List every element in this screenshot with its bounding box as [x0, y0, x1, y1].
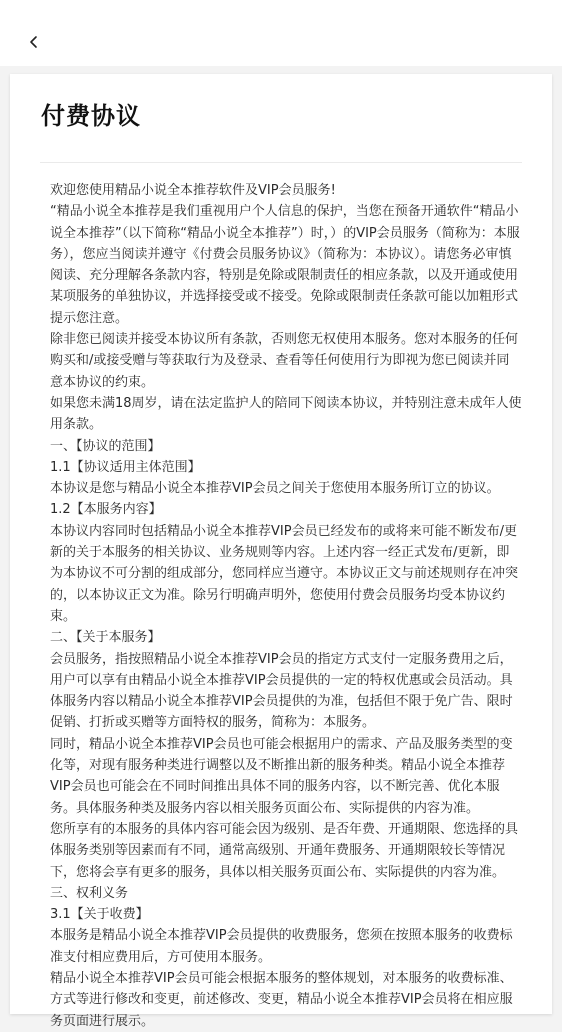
- agreement-paragraph: 本协议是您与精品小说全本推荐VIP会员之间关于您使用本服务所订立的协议。: [50, 481, 500, 497]
- subsection-heading: 1.1【协议适用主体范围】: [50, 459, 201, 475]
- title-divider: [40, 162, 522, 163]
- agreement-paragraph: “精品小说全本推荐是我们重视用户个人信息的保护，当您在预备开通软件“精品小说全本推荐”（以下简称“精品小说全本推荐”）时，）的VIP会员服务（简称为：本服务），您应当阅读并遵守《付费会员服务协议》（简称为：本协议）。请您务必审慎阅读、充分理解各条款内容，特别是免除或限制责任的相应条款，以及开通或使用某项服务的单独协议，并选择接受或不接受。免除或限制责任条款可能以加粗形式提示您注意。: [50, 204, 520, 326]
- agreement-paragraph: 如果您未满18周岁，请在法定监护人的陪同下阅读本协议，并特别注意未成年人使用条款。: [50, 395, 522, 433]
- back-button[interactable]: [20, 28, 48, 56]
- page-title: 付费协议: [41, 102, 141, 130]
- section-heading: 三、权利义务: [50, 885, 129, 901]
- subsection-heading: 3.1【关于收费】: [50, 907, 149, 923]
- agreement-card: [10, 74, 552, 1029]
- agreement-paragraph: 会员服务，指按照精品小说全本推荐VIP会员的指定方式支付一定服务费用之后，用户可以享有由精品小说全本推荐VIP会员提供的一定的特权优惠或会员活动。具体服务内容以精品小说全本推荐VIP会员提供的为准，包括但不限于免广告、限时促销、打折或买赠等方面特权的服务，简称为：本服务。: [50, 651, 513, 731]
- top-navigation-bar: [0, 0, 562, 66]
- agreement-paragraph: 欢迎您使用精品小说全本推荐软件及VIP会员服务!: [50, 183, 336, 198]
- agreement-paragraph: 您所享有的本服务的具体内容可能会因为级别、是否年费、开通期限、您选择的具体服务类别等因素而有不同，通常高级别、开通年费服务、开通期限较长等情况下，您将会享有更多的服务，具体以相关服务页面公布、实际提供的内容为准。: [50, 821, 519, 880]
- chevron-left-icon: [27, 35, 41, 49]
- agreement-paragraph: 同时，精品小说全本推荐VIP会员也可能会根据用户的需求、产品及服务类型的变化等，对现有服务种类进行调整以及不断推出新的服务种类。精品小说全本推荐VIP会员也可能会在不同时间推出具体不同的服务内容，以不断完善、优化本服务。具体服务种类及服务内容以相关服务页面公布、实际提供的内容为准。: [50, 736, 513, 816]
- section-heading: 一、【协议的范围】: [50, 438, 161, 454]
- subsection-heading: 1.2【本服务内容】: [50, 502, 162, 518]
- agreement-paragraph: 除非您已阅读并接受本协议所有条款，否则您无权使用本服务。您对本服务的任何购买和/或接受赠与等获取行为及登录、查看等任何使用行为即视为您已阅读并同意本协议的约束。: [50, 332, 519, 390]
- agreement-paragraph: 本服务是精品小说全本推荐VIP会员提供的收费服务，您须在按照本服务的收费标准支付相应费用后，方可使用本服务。: [50, 928, 513, 965]
- section-heading: 二、【关于本服务】: [50, 630, 161, 646]
- agreement-paragraph: 本协议内容同时包括精品小说全本推荐VIP会员已经发布的或将来可能不断发布/更新的关于本服务的相关协议、业务规则等内容。上述内容一经正式发布/更新，即为本协议不可分割的组成部分，您同样应当遵守。本协议正文与前述规则存在冲突的，以本协议正文为准。除另行明确声明外，您使用付费会员服务均受本协议约束。: [50, 523, 519, 624]
- agreement-paragraph: 精品小说全本推荐VIP会员可能会根据本服务的整体规划，对本服务的收费标准、方式等进行修改和变更，前述修改、变更，精品小说全本推荐VIP会员将在相应服务页面进行展示。: [50, 970, 513, 1029]
- agreement-content[interactable]: [50, 180, 522, 1032]
